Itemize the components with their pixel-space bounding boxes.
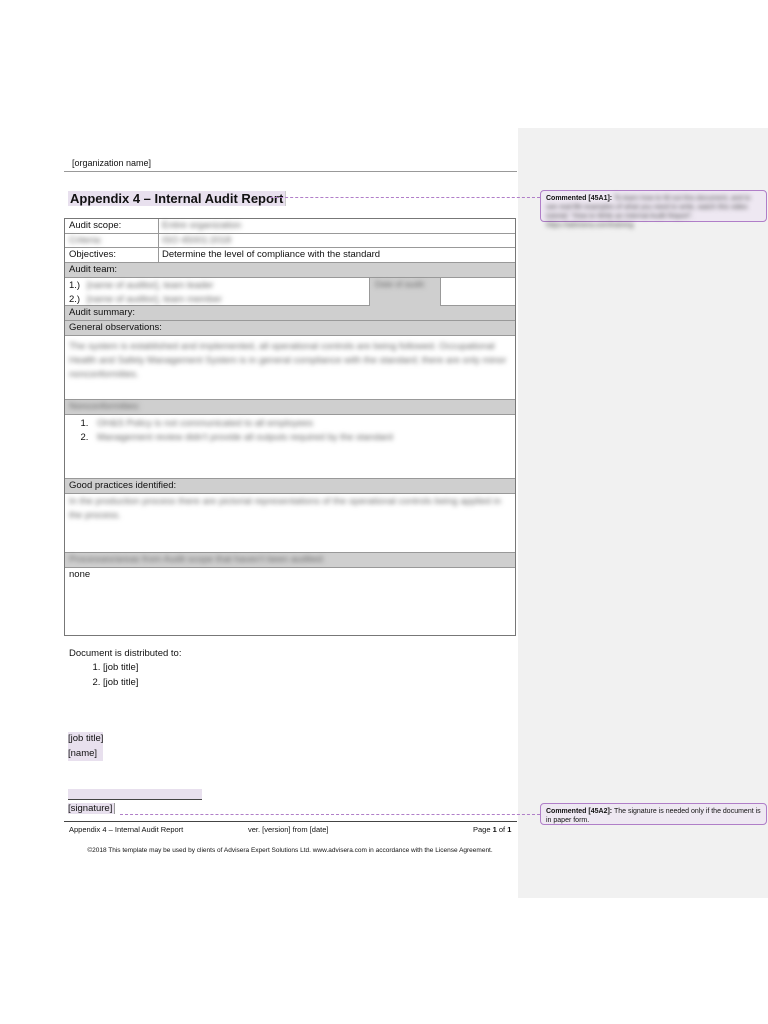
footer-copyright: ©2018 This template may be used by clients of Advisera Expert Solutions Ltd. www.advisera.com in accordance with the License Agreement. bbox=[87, 847, 493, 854]
list-item: 1. OH&S Policy is not communicated to all employees bbox=[91, 417, 511, 431]
comment-text: The signature is needed only if the document is in paper form. bbox=[546, 808, 761, 824]
distribution-list bbox=[69, 661, 181, 690]
comment-connector bbox=[270, 197, 540, 198]
list-item: 2. Management review didn't provide all outputs required by the standard bbox=[91, 431, 511, 445]
signature-line bbox=[68, 789, 202, 800]
footer-divider bbox=[64, 821, 517, 822]
signatory-name[interactable]: [name] bbox=[68, 747, 98, 759]
nonconformities-list bbox=[69, 417, 511, 445]
comment-label: Commented [45A1]: bbox=[546, 195, 613, 202]
processes-not-audited-label: Processes/areas from Audit scope that haven't been audited: bbox=[69, 554, 325, 565]
criteria-label: Criteria: bbox=[69, 235, 103, 246]
nonconformities-header bbox=[65, 400, 515, 415]
processes-not-audited-value: none bbox=[69, 569, 91, 580]
team-member[interactable]: 2.) [name of auditor], team member bbox=[69, 293, 222, 305]
nonconformities-area[interactable] bbox=[65, 415, 515, 479]
date-of-audit-cell bbox=[369, 278, 441, 306]
footer-doc-title: Appendix 4 – Internal Audit Report bbox=[69, 825, 184, 834]
header-divider bbox=[64, 171, 517, 172]
comment-text: To learn how to fill out this document, and to see real-life examples of what you need to write, watch this video tutorial: "How to Write an Internal Audit Report". https://advisera.com/training bbox=[546, 195, 751, 229]
audit-scope-value[interactable]: Entire organization bbox=[162, 220, 242, 231]
processes-not-audited-header bbox=[65, 553, 515, 568]
organization-name[interactable]: [organization name] bbox=[72, 158, 152, 168]
good-practices-header: Good practices identified: bbox=[65, 479, 515, 494]
row-objectives bbox=[65, 248, 515, 263]
audit-report-table bbox=[64, 218, 516, 636]
comment-label: Commented [45A2]: bbox=[546, 808, 613, 815]
audit-summary-header: Audit summary: bbox=[65, 306, 515, 321]
comments-pane bbox=[518, 128, 768, 898]
row-criteria bbox=[65, 234, 515, 248]
comment-connector bbox=[120, 814, 540, 815]
team-list bbox=[69, 279, 222, 306]
general-observations-header: General observations: bbox=[65, 321, 515, 336]
date-of-audit-label: Date of audit: bbox=[375, 279, 426, 289]
processes-not-audited-area[interactable] bbox=[65, 568, 515, 635]
audit-team-header: Audit team: bbox=[65, 263, 515, 278]
document-title[interactable]: Appendix 4 – Internal Audit Report bbox=[68, 191, 286, 206]
general-observations-area[interactable] bbox=[65, 336, 515, 400]
signatory-block bbox=[68, 732, 103, 761]
signatory-job-title[interactable]: [job title] bbox=[68, 733, 104, 744]
signature-placeholder[interactable]: [signature] bbox=[68, 803, 115, 814]
nonconformities-label: Nonconformities: bbox=[69, 401, 141, 412]
objectives-label: Objectives: bbox=[69, 249, 116, 260]
team-member[interactable]: 1.) [name of auditor], team leader bbox=[69, 280, 214, 291]
row-team-members bbox=[65, 278, 515, 306]
good-practices-area[interactable] bbox=[65, 494, 515, 553]
comment-balloon[interactable] bbox=[540, 190, 767, 229]
general-observations-text: The system is established and implemented, all operational controls are being followed. Occupational Health and Safety Management System is in general compliance with the standard; there are only minor nonconformities. bbox=[69, 341, 507, 380]
list-item[interactable]: 2. [job title] bbox=[103, 676, 181, 691]
objectives-value[interactable]: Determine the level of compliance with the standard bbox=[162, 249, 381, 260]
distribution-heading: Document is distributed to: bbox=[69, 648, 182, 659]
criteria-value[interactable]: ISO 45001:2018 bbox=[162, 235, 232, 246]
distribution-section bbox=[69, 648, 181, 690]
list-item[interactable]: 1. [job title] bbox=[103, 661, 181, 676]
comment-balloon[interactable] bbox=[540, 803, 767, 825]
footer-version: ver. [version] from [date] bbox=[248, 825, 329, 834]
audit-scope-label: Audit scope: bbox=[69, 220, 122, 231]
row-audit-scope bbox=[65, 219, 515, 234]
good-practices-text: In the production process there are pictorial representations of the operational controls being applied in the process. bbox=[69, 496, 501, 521]
footer-page-number: Page 1 of 1 bbox=[473, 825, 512, 834]
